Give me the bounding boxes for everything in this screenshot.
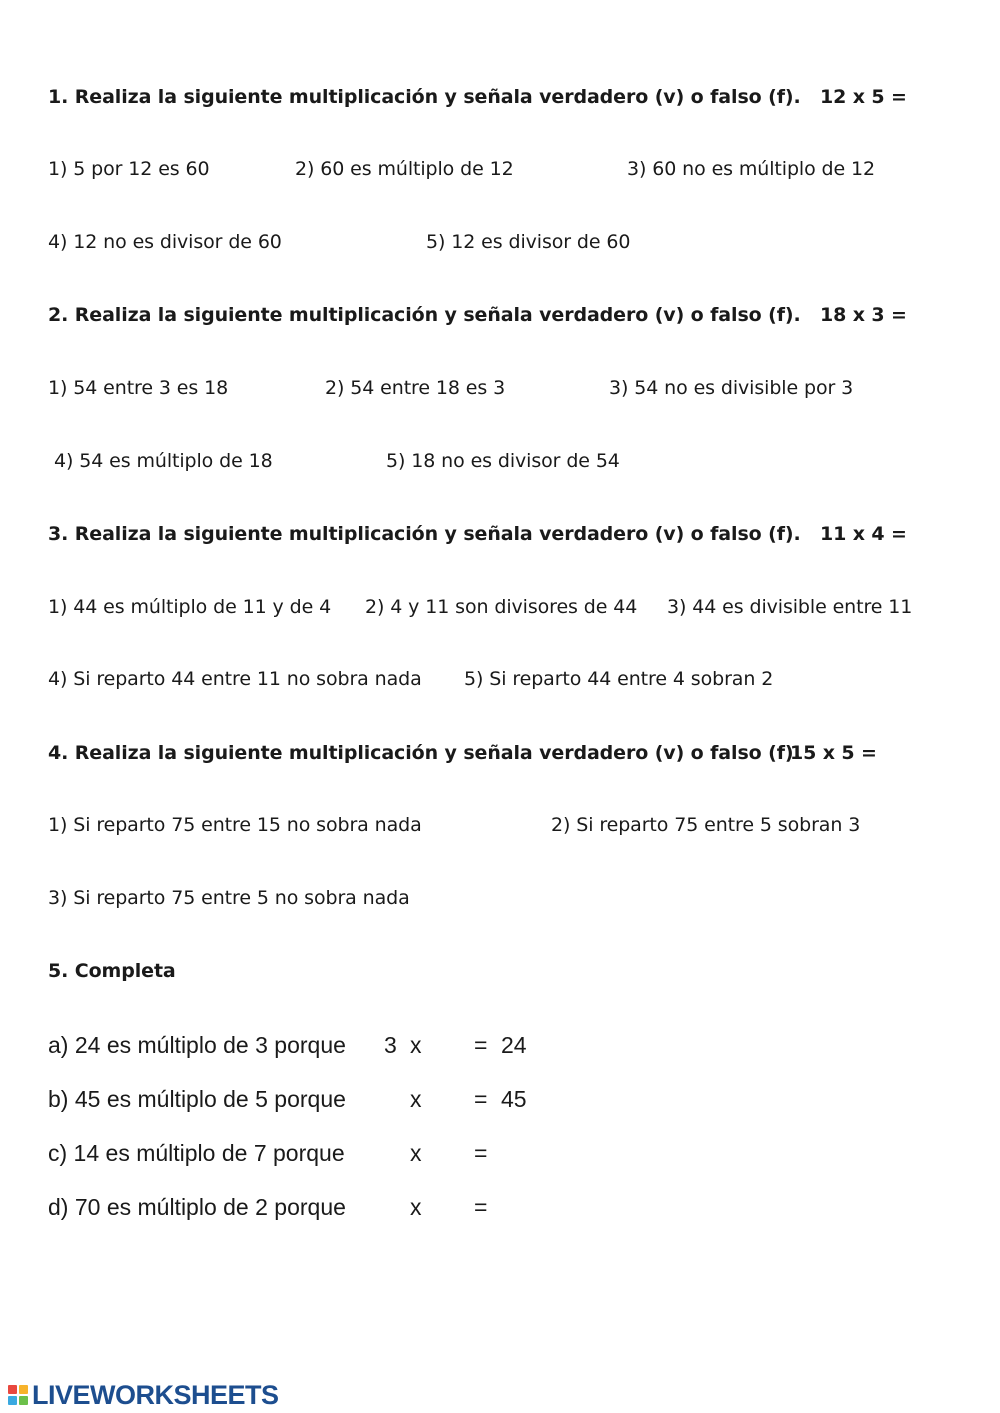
q1-option-3[interactable]: 3) 60 no es múltiplo de 12 xyxy=(627,158,876,180)
q4-option-2[interactable]: 2) Si reparto 75 entre 5 sobran 3 xyxy=(551,814,861,836)
q4-operation: 15 x 5 = xyxy=(790,742,877,764)
q5-row-b-text: b) 45 es múltiplo de 5 porque xyxy=(48,1086,346,1112)
q2-option-2[interactable]: 2) 54 entre 18 es 3 xyxy=(325,377,506,399)
logo-block-blue xyxy=(8,1396,17,1405)
q4-option-3[interactable]: 3) Si reparto 75 entre 5 no sobra nada xyxy=(48,887,410,909)
q3-operation: 11 x 4 = xyxy=(820,523,907,545)
logo-block-green xyxy=(19,1396,28,1405)
q5-row-c-equals: = xyxy=(474,1140,488,1166)
q2-title: 2. Realiza la siguiente multiplicación y señala verdadero (v) o falso (f). xyxy=(48,304,801,326)
q2-option-5[interactable]: 5) 18 no es divisor de 54 xyxy=(386,450,620,472)
q5-row-d-equals: = xyxy=(474,1194,488,1220)
q5-row-d-text: d) 70 es múltiplo de 2 porque xyxy=(48,1194,346,1220)
q1-option-4[interactable]: 4) 12 no es divisor de 60 xyxy=(48,231,282,253)
q1-operation: 12 x 5 = xyxy=(820,86,907,108)
q4-title: 4. Realiza la siguiente multiplicación y señala verdadero (v) o falso (f). xyxy=(48,742,801,764)
q5-row-a-first[interactable]: 3 xyxy=(384,1032,397,1058)
q5-row-b-equals: = xyxy=(474,1086,488,1112)
q5-title: 5. Completa xyxy=(48,960,176,982)
q3-option-3[interactable]: 3) 44 es divisible entre 11 xyxy=(667,596,913,618)
logo-text: LIVEWORKSHEETS xyxy=(32,1379,279,1410)
q1-option-2[interactable]: 2) 60 es múltiplo de 12 xyxy=(295,158,514,180)
q2-option-4[interactable]: 4) 54 es múltiplo de 18 xyxy=(54,450,273,472)
q5-row-a-text: a) 24 es múltiplo de 3 porque xyxy=(48,1032,346,1058)
q3-title: 3. Realiza la siguiente multiplicación y señala verdadero (v) o falso (f). xyxy=(48,523,801,545)
q5-row-a-times: x xyxy=(410,1032,422,1058)
q5-row-c-text: c) 14 es múltiplo de 7 porque xyxy=(48,1140,345,1166)
q5-row-b-result[interactable]: 45 xyxy=(501,1086,527,1112)
q1-option-1[interactable]: 1) 5 por 12 es 60 xyxy=(48,158,210,180)
q3-option-1[interactable]: 1) 44 es múltiplo de 11 y de 4 xyxy=(48,596,332,618)
q5-row-d-times: x xyxy=(410,1194,422,1220)
logo-blocks-icon xyxy=(8,1385,28,1405)
q5-row-c-times: x xyxy=(410,1140,422,1166)
q5-row-a-result[interactable]: 24 xyxy=(501,1032,527,1058)
q3-option-5[interactable]: 5) Si reparto 44 entre 4 sobran 2 xyxy=(464,668,774,690)
q5-row-b-times: x xyxy=(410,1086,422,1112)
q2-option-1[interactable]: 1) 54 entre 3 es 18 xyxy=(48,377,229,399)
q4-option-1[interactable]: 1) Si reparto 75 entre 15 no sobra nada xyxy=(48,814,422,836)
q3-option-4[interactable]: 4) Si reparto 44 entre 11 no sobra nada xyxy=(48,668,422,690)
q3-option-2[interactable]: 2) 4 y 11 son divisores de 44 xyxy=(365,596,638,618)
logo-block-red xyxy=(8,1385,17,1394)
q1-option-5[interactable]: 5) 12 es divisor de 60 xyxy=(426,231,631,253)
q5-row-a-equals: = xyxy=(474,1032,488,1058)
liveworksheets-logo xyxy=(8,1378,279,1412)
q2-operation: 18 x 3 = xyxy=(820,304,907,326)
q2-option-3[interactable]: 3) 54 no es divisible por 3 xyxy=(609,377,854,399)
q1-title: 1. Realiza la siguiente multiplicación y señala verdadero (v) o falso (f). xyxy=(48,86,801,108)
logo-block-yellow xyxy=(19,1385,28,1394)
